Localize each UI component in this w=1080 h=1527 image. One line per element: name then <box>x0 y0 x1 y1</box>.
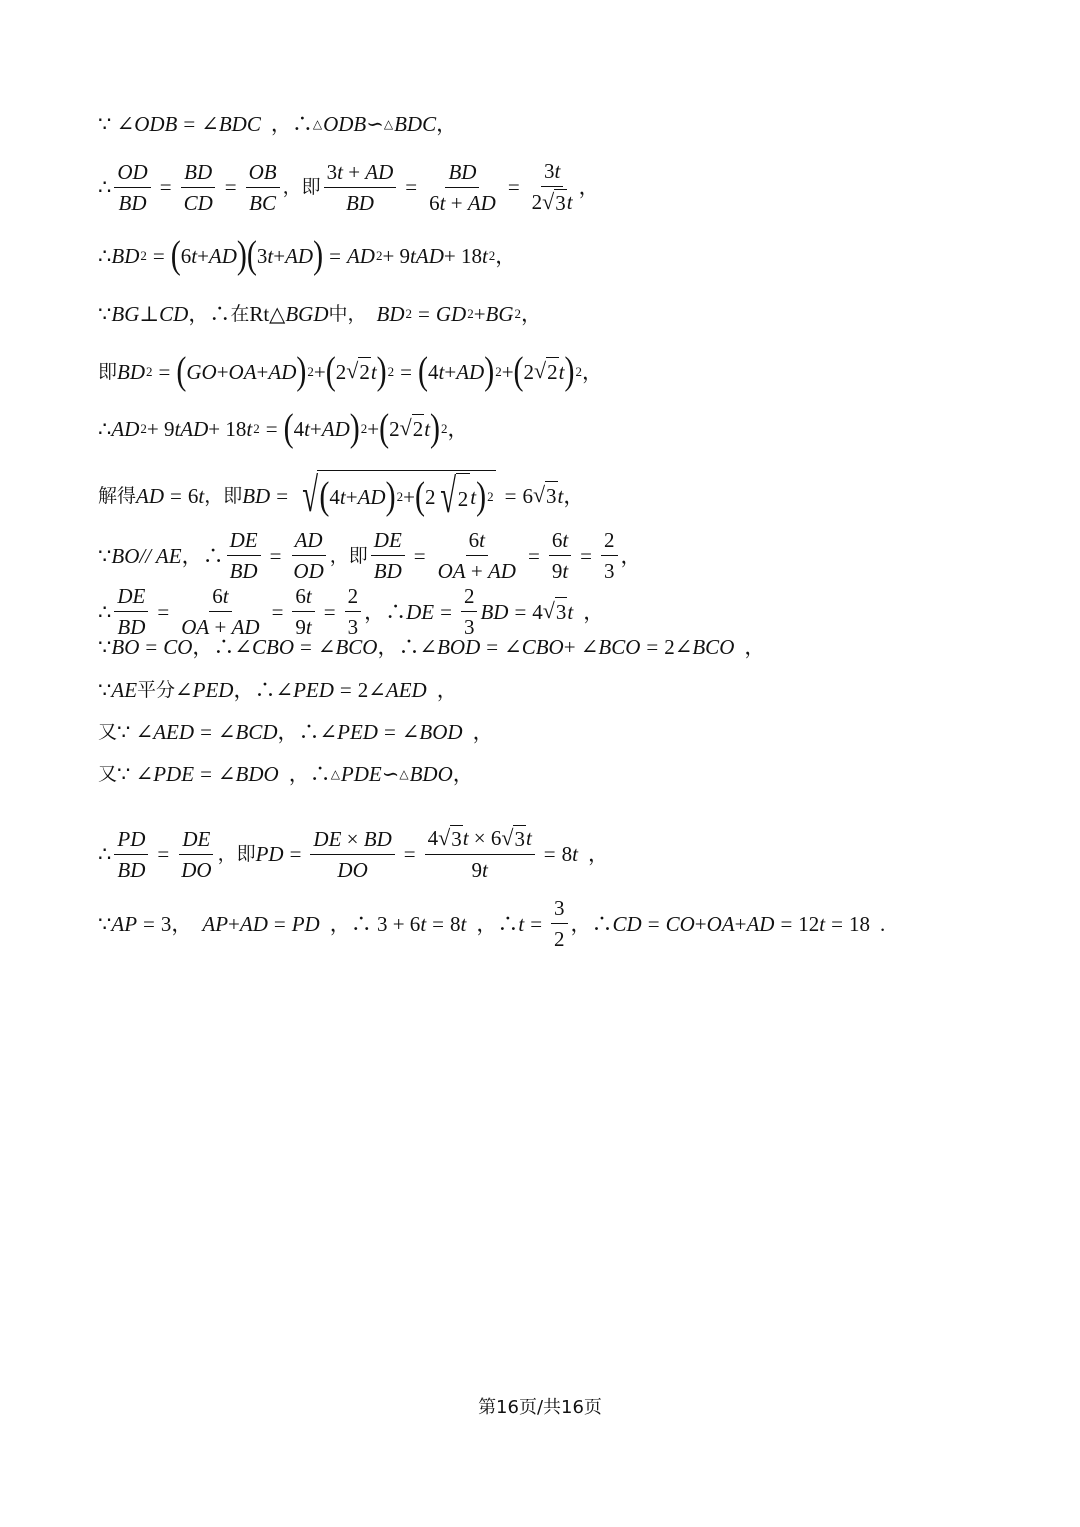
solution-line-11: ∵ AE 平分 ∠ PED ，∴∠ PED = 2∠ AED ， <box>98 678 458 702</box>
solution-line-4: ∵ BG ⊥ CD ，∴ 在 Rt△ BGD 中， BD 2 = GD 2 + BG 2 ， <box>98 302 543 326</box>
solution-line-13: 又 ∵ ∠ PDE = ∠ BDO ，∴ △ PDE ∽ △ BDO ， <box>98 762 474 786</box>
solution-line-3: ∴ BD 2 = ( 6 t + AD ) ( 3 t + AD ) = AD 2 + 9 tAD + 18 t 2 ， <box>98 233 517 277</box>
solution-line-5: 即 BD 2 = ( GO + OA + AD ) 2 + ( 2 √ 2 t ) 2 = ( 4 t + AD ) 2 + ( 2 √ 2 t ) 2 ， <box>98 349 603 393</box>
solution-line-10: ∵ BO = CO ，∴∠ CBO = ∠ BCO ，∴∠ BOD = ∠ CBO + ∠ BCO = 2∠ BCO ， <box>98 635 766 659</box>
solution-line-1: ∵ ∠ ODB = ∠ BDC ，∴ △ ODB ∽ △ BDC ， <box>98 112 458 136</box>
solution-line-6: ∴ AD 2 + 9 tAD + 18 t 2 = ( 4 t + AD ) 2 + ( 2 √ 2 t ) 2 ， <box>98 406 469 450</box>
solution-line-14: ∴ $\frac{PD}{BD}$ = $\frac{DE}{DO}$ ，即 PD = $\frac{DE \times BD}{DO}$ = 4 √ 3 t × 6 √ 3 t 9t = 8 t ， <box>98 825 609 882</box>
solution-line-2: ∴ $\frac{OD}{BD}$ = $\frac{BD}{CD}$ = $\frac{OB}{BC}$ ，即 $\frac{3t + AD}{BD}$ = $\frac{BD}{6t + AD}$ = 3t 2 √ 3 t ， <box>98 159 600 215</box>
solution-line-8: ∵ BO// AE ，∴ $\frac{DE}{BD}$ = $\frac{AD}{OD}$ ，即 $\frac{DE}{BD}$ = $\frac{6t}{OA + AD}$ = $\frac{6t}{9t}$ = $\frac{2}{3}$ ， <box>98 528 642 583</box>
solution-line-12: 又 ∵ ∠ AED = ∠ BCD ，∴∠ PED = ∠ BOD ， <box>98 720 494 744</box>
solution-line-7: 解得 AD = 6 t ，即 BD = √ ( 4 t + AD ) 2 + ( 2 √ 2 t ) 2 = 6 √ 3 t ， <box>98 468 585 523</box>
page-footer: 第16页/共16页 <box>478 1397 602 1418</box>
solution-line-15: ∵ AP = 3， AP + AD = PD ，∴ 3 + 6 t = 8 t ，∴ t = $\frac{3}{2}$ ，∴ CD = CO + OA + AD = 12 t = 18 . <box>98 896 886 951</box>
solution-line-9: ∴ $\frac{DE}{BD}$ = $\frac{6t}{OA + AD}$ = $\frac{6t}{9t}$ = $\frac{2}{3}$ ，∴ DE = $\frac{2}{3}$ BD = 4 √ 3 t ， <box>98 584 605 639</box>
